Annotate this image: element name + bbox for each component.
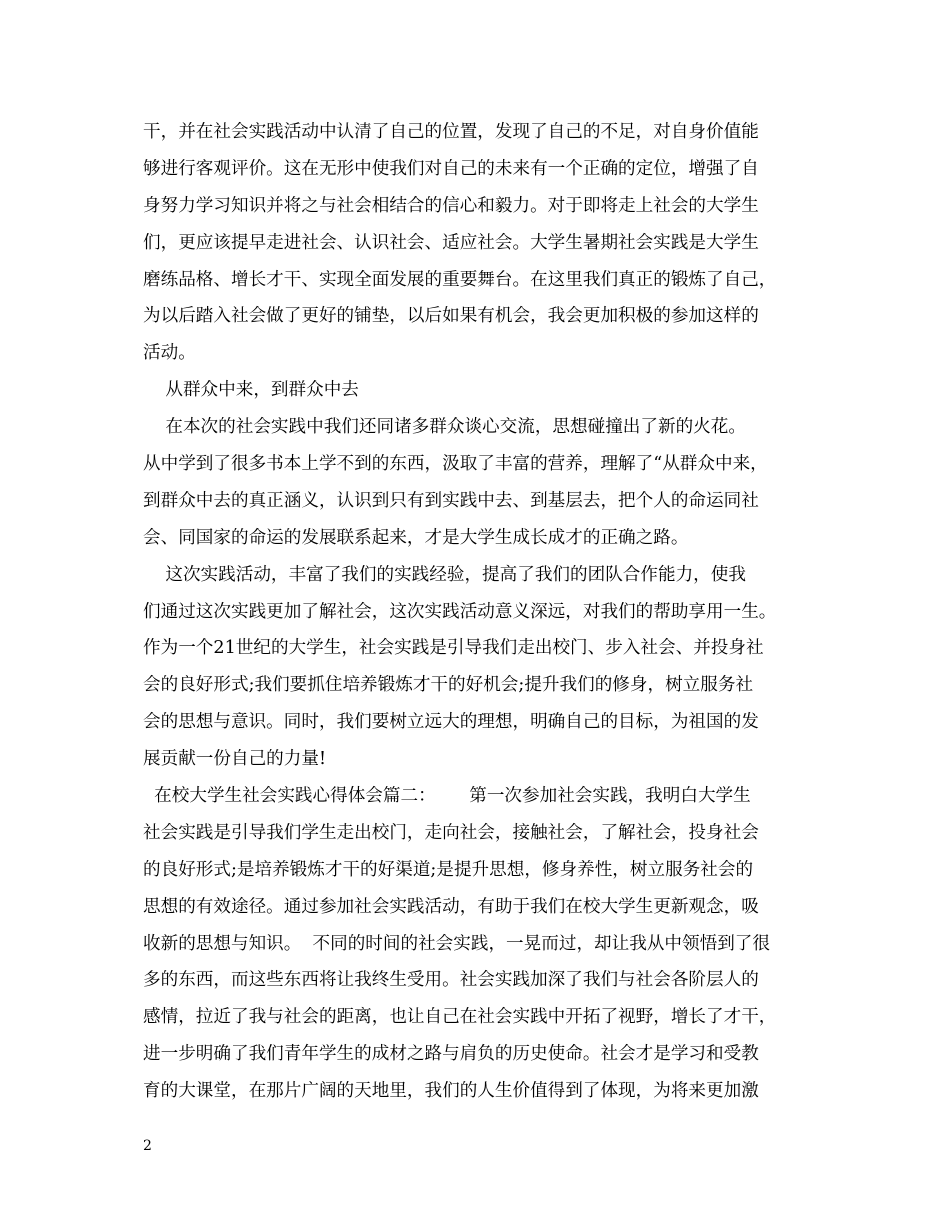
text-line: 身努力学习知识并将之与社会相结合的信心和毅力。对于即将走上社会的大学生 [143, 195, 759, 216]
text-line: 的良好形式;是培养锻炼才干的好渠道;是提升思想，修身养性，树立服务社会的 [143, 859, 754, 880]
text-line: 收新的思想与知识。 不同的时间的社会实践，一晃而过，却让我从中领悟到了很 [143, 933, 770, 954]
page-number: 2 [143, 1138, 152, 1154]
text-line: 在本次的社会实践中我们还同诸多群众谈心交流，思想碰撞出了新的火花。 [143, 417, 746, 438]
text-line: 够进行客观评价。这在无形中使我们对自己的未来有一个正确的定位，增强了自 [143, 158, 759, 179]
text-line: 在校大学生社会实践心得体会篇二： 第一次参加社会实践，我明白大学生 [143, 786, 751, 807]
text-line: 育的大课堂，在那片广阔的天地里，我们的人生价值得到了体现，为将来更加激 [143, 1081, 759, 1102]
text-line: 到群众中去的真正涵义，认识到只有到实践中去、到基层去，把个人的命运同社 [143, 490, 759, 511]
text-line: 会、同国家的命运的发展联系起来，才是大学生成长成才的正确之路。 [143, 527, 689, 548]
text-line: 们，更应该提早走进社会、认识社会、适应社会。大学生暑期社会实践是大学生 [143, 232, 759, 253]
text-line: 社会实践是引导我们学生走出校门，走向社会，接触社会，了解社会，投身社会 [143, 822, 759, 843]
text-line: 会的思想与意识。同时，我们要树立远大的理想，明确自己的目标，为祖国的发 [143, 712, 759, 733]
document-body [143, 114, 815, 1110]
text-line: 展贡献一份自己的力量! [143, 749, 327, 770]
section-heading: 从群众中来，到群众中去 [143, 380, 359, 401]
text-line: 干，并在社会实践活动中认清了自己的位置，发现了自己的不足，对自身价值能 [143, 122, 759, 142]
text-line: 进一步明确了我们青年学生的成材之路与肩负的历史使命。社会才是学习和受教 [143, 1044, 759, 1065]
text-line: 们通过这次实践更加了解社会，这次实践活动意义深远，对我们的帮助享用一生。 [143, 601, 777, 622]
text-line: 作为一个21世纪的大学生，社会实践是引导我们走出校门、步入社会、并投身社 [143, 638, 764, 659]
text-line: 多的东西，而这些东西将让我终生受用。社会实践加深了我们与社会各阶层人的 [143, 970, 759, 991]
text-line: 从中学到了很多书本上学不到的东西，汲取了丰富的营养，理解了“从群众中来， [143, 454, 768, 475]
text-line: 思想的有效途径。通过参加社会实践活动，有助于我们在校大学生更新观念，吸 [143, 896, 759, 917]
text-line: 磨练品格、增长才干、实现全面发展的重要舞台。在这里我们真正的锻炼了自己， [143, 269, 777, 290]
text-line: 会的良好形式;我们要抓住培养锻炼才干的好机会;提升我们的修身，树立服务社 [143, 675, 754, 696]
text-line: 为以后踏入社会做了更好的铺垫，以后如果有机会，我会更加积极的参加这样的 [143, 306, 759, 327]
text-line: 活动。 [143, 343, 196, 364]
text-line: 感情，拉近了我与社会的距离，也让自己在社会实践中开拓了视野，增长了才干， [143, 1007, 777, 1028]
text-line: 这次实践活动，丰富了我们的实践经验，提高了我们的团队合作能力，使我 [143, 564, 746, 585]
